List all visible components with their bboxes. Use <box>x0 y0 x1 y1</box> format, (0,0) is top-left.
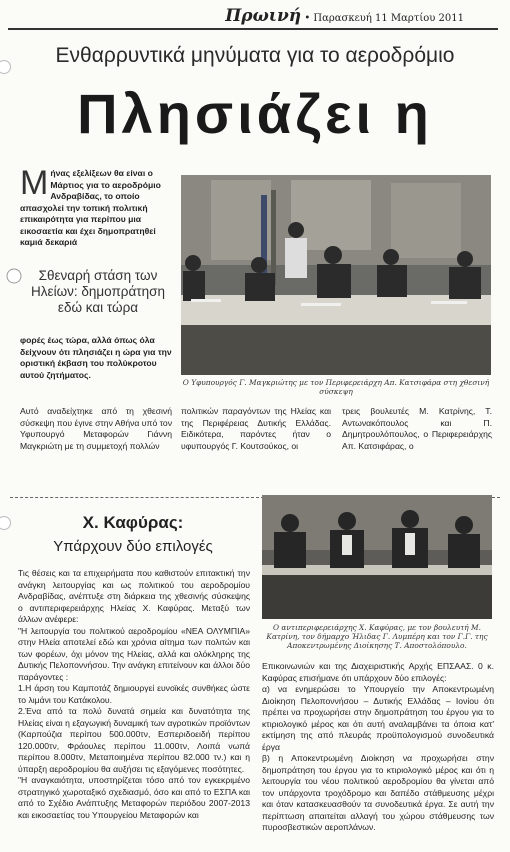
right-paragraph: α) να ενημερώσει το Υπουργείο την Αποκεντρωμένη Διοίκηση Πελοποννήσου – Δυτικής Ελλάδας – Ιονίου ότι πρέπει να προχωρήσει στην δημοπράτηση του έργου για το κτιριολογικό μέρος και ότι αυτή αναλαμβάνει τα όποια κατ' εκτίμηση της από πλευράς προϋπολογισμού συνοδευτικά έργα <box>262 684 494 752</box>
lede-text: ήνας εξελίξεων θα είναι ο Μάρτιος για το αεροδρόμιο Ανδραβίδας, το οποίο απασχολεί την τοπική πολιτική επικαιρότητα για περίπου μια εικοσαετία και έχει δημοπρατηθεί καμιά δεκαριά <box>20 168 161 247</box>
punch-hole <box>0 516 11 530</box>
meeting-photo <box>181 175 491 375</box>
sidebar-paragraph: Τις θέσεις και τα επιχειρήματα που καθιστούν επιτακτική την ανάγκη λειτουργίας και ως πολιτικού του αεροδρομίου Ανδραβίδας, ανέπτυξε στη διάρκεια της χθεσινής σύσκεψης ο αντιπεριφερειάρχης Ηλείας Χ. Καφύρας. Μεταξύ των άλλων ανέφερε: <box>18 568 250 624</box>
drop-cap: Μ <box>20 164 49 202</box>
right-paragraph: Επικοινωνιών και της Διαχειριστικής Αρχής ΕΠΣΑΑΣ. 0 κ. Καφύρας επισήμανε ότι υπάρχουν δύο επιλογές: <box>262 661 494 683</box>
photo-caption: Ο Υφυπουργός Γ. Μαγκριώτης με τον Περιφερειάρχη Απ. Κατσιφάρα στη χθεσινή σύσκεψη <box>182 378 490 396</box>
pull-quote: Σθεναρή στάση των Ηλείων: δημοπράτηση εδώ και τώρα <box>31 268 165 315</box>
delegation-photo <box>262 495 492 619</box>
article-column-2: πολιτικών παραγόντων της Ηλείας και της Περιφέρειας Δυτικής Ελλάδας. Ειδικότερα, παρόντες ήταν ο υφυπουργός Γ. Κουτσούκος, οι <box>181 406 331 451</box>
right-paragraph: β) η Αποκεντρωμένη Διοίκηση να προχωρήσει στην δημοπράτηση του έργου για το κτιριολογικό μέρος και ότι η λειτουργία του νέου πολιτικού αεροδρομίου θα γίνεται από τον υπάρχοντα τροχόδρομο και δαπέδο στάθμευσης μέχρι και όταν κατασκευασθούν τα συνοδευτικά έργα. Σε αυτή την περίπτωση απαιτείται αλλαγή του χώρου στάθμευσης των πυροσβεστικών αεροπλάνων. <box>262 753 494 832</box>
article-kicker: Ενθαρρυντικά μηνύματα για το αεροδρόμιο <box>55 44 455 67</box>
sidebar-paragraph: 2.Ένα από τα πολύ δυνατά σημεία και δυνατότητα της Ηλείας είναι η εξαγωγική δυναμική των αγροτικών προϊόντων (Καρπούζια περίπου 500.000τν, Εσπεριδοειδή περίπου 120.000τν, Φράουλες περίπου 11.000τν, Λοιπά νωπά περίπου 8.000τν, Μεταποιημένα περίπου 82.000 τν.) και η ύπαρξη αεροδρομίου θα αυξήσει τις εξαγόμενες ποσότητες. <box>18 706 250 774</box>
sidebar-paragraph: "Η αναγκαιότητα, υποστηρίζεται τόσο από τον εγκεκριμένο στρατηγικό χωροταξικό σχεδιασμό, όσο και από το ΕΣΠΑ και από το Σχέδιο Ανάπτυξης Μεταφορών περιόδου 2007-2013 και εικοσαετίας του Υπουργείου Μεταφορών και <box>18 775 250 820</box>
page-header <box>0 2 510 28</box>
punch-hole <box>0 60 11 74</box>
article-headline: Πλησιάζει η <box>77 82 433 145</box>
issue-date: • Παρασκευή 11 Μαρτίου 2011 <box>304 13 464 24</box>
header-rule <box>8 28 498 30</box>
newspaper-logo: Πρωινή <box>225 6 302 26</box>
sidebar-paragraph: "Η λειτουργία του πολιτικού αεροδρομίου «ΝΕΑ ΟΛΥΜΠΙΑ» στην Ηλεία αποτελεί εδώ και χρόνια αίτημα των πολιτών και των φορέων, όχι μόνον της Ηλείας, αλλά και ολόκληρης της Δυτικής Πελοποννήσου. Την ανάγκη επιτείνουν και άλλοι δύο παράγοντες : <box>18 625 250 682</box>
masthead <box>225 6 464 26</box>
article-paragraph-2: φορές έως τώρα, αλλά όπως όλα δείχνουν ότι πλησιάζει η ώρα για την οριστική έκβαση του πολύκροτου αυτού ζητήματος. <box>20 335 172 380</box>
right-column-body <box>262 661 494 834</box>
sidebar-paragraph: 1.Η άρση του Καμποτάζ δημιουργεί ευνοϊκές συνθήκες ώστε το λιμάνι του Κατάκολου. <box>18 683 250 705</box>
article-column-3: τρεις βουλευτές Μ. Κατρίνης, Τ. Αντωνακόπουλος και Π. Δημητρουλόπουλος, ο Περιφερειάρχης Απ. Κατσιφάρας, ο <box>342 406 492 451</box>
photo-caption-2: Ο αντιπεριφερειάρχης Χ. Καφύρας, με τον βουλευτή Μ. Κατρίνη, τον δήμαρχο Ήλιδας Γ. Λυμπέρη και τον Γ.Γ. της Αποκεντρωμένης Διοίκησης Τ. Αποστολόπουλο. <box>266 623 488 650</box>
sidebar-subtitle: Υπάρχουν δύο επιλογές <box>53 538 213 555</box>
sidebar-title: Χ. Καφύρας: <box>82 513 184 532</box>
article-column-1: Αυτό αναδείχτηκε από τη χθεσινή σύσκεψη που έγινε στην Αθήνα υπό τον Υφυπουργό Μεταφορών Γιάννη Μαγκριώτη με τη συμμετοχή πολλών <box>20 406 172 451</box>
sidebar-body <box>18 568 250 821</box>
article-lede <box>20 164 176 249</box>
